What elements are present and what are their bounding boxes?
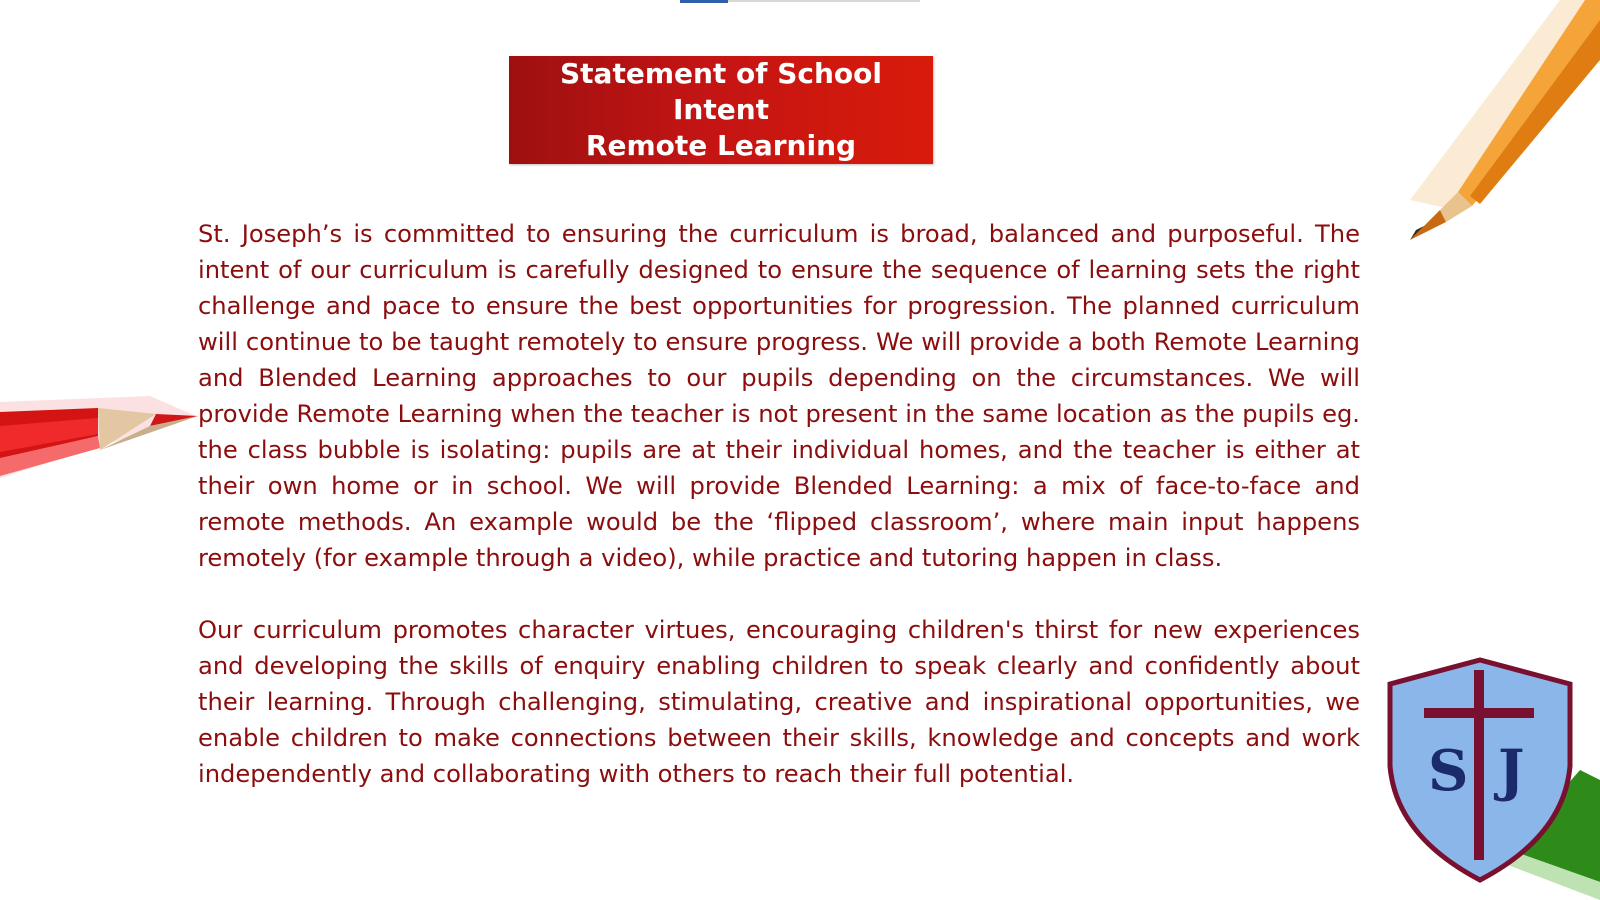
slide-body	[198, 216, 1360, 828]
crest-letter-s: S	[1428, 738, 1469, 804]
slide-title-line1: Statement of School Intent	[560, 57, 882, 126]
crest-letter-j: J	[1498, 738, 1525, 804]
orange-pencil-icon	[1410, 0, 1600, 250]
top-divider-accent	[680, 0, 728, 3]
body-paragraph-2: Our curriculum promotes character virtues, encouraging children's thirst for new experiences and developing the skills of enquiry enabling children to speak clearly and confidently about their learning. Through challenging, stimulating, creative and inspirational opportunities, we enable children to make connections between their skills, knowledge and concepts and work independently and collaborating with others to reach their full potential.	[198, 616, 1360, 788]
slide-title-line2: Remote Learning	[585, 129, 857, 162]
slide-title-box	[509, 56, 933, 164]
body-paragraph-1: St. Joseph’s is committed to ensuring the curriculum is broad, balanced and purposeful. The intent of our curriculum is carefully designed to ensure the sequence of learning sets the right challenge and pace to ensure the best opportunities for progression. The planned curriculum will continue to be taught remotely to ensure progress. We will provide a both Remote Learning and Blended Learning approaches to our pupils depending on the circumstances. We will provide Remote Learning when the teacher is not present in the same location as the pupils eg. the class bubble is isolating: pupils are at their individual homes, and the teacher is either at their own home or in school. We will provide Blended Learning: a mix of face-to-face and remote methods. An example would be the ‘flipped classroom’, where main input happens remotely (for example through a video), while practice and tutoring happen in class.	[198, 220, 1360, 572]
school-crest-icon	[1380, 656, 1580, 886]
red-pencil-icon	[0, 396, 200, 490]
